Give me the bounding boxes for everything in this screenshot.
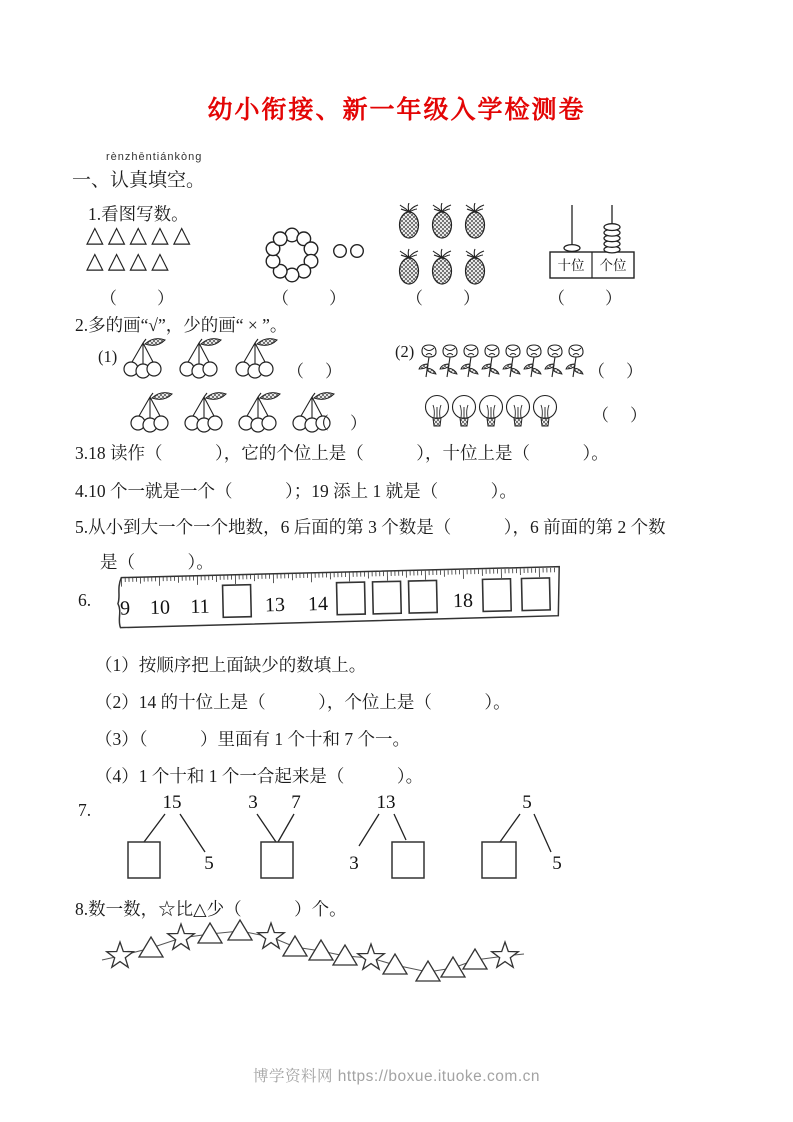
q2-part2-blank: （ ） [588, 362, 645, 381]
ruler-number: 14 [307, 592, 329, 616]
abacus-bead [564, 245, 580, 252]
cherry-bunch-icon [131, 393, 172, 432]
bond-value: 3 [349, 853, 359, 874]
q2-part1-blank: （ ） [312, 414, 369, 433]
missing-number-box [223, 585, 252, 618]
rose-icon [419, 345, 436, 377]
q6-sub4: （4）1 个十和 1 个一合起来是（ ）。 [95, 766, 424, 786]
q2-part1-blank: （ ） [287, 362, 344, 381]
ruler-number: 18 [452, 589, 474, 613]
bulb-icon [480, 396, 503, 427]
q3-text: 3.18 读作（ ），它的个位上是（ ），十位上是（ ）。 [75, 443, 609, 463]
q2-part1-tag: (1) [98, 347, 118, 366]
bulb-icon [534, 396, 557, 427]
rose-icon [461, 345, 478, 377]
bulb-icon [453, 396, 476, 427]
bulb-icon [507, 396, 530, 427]
rose-icon [545, 345, 562, 377]
q6-sub1: （1）按顺序把上面缺少的数填上。 [95, 655, 367, 675]
number-bonds-figure [110, 790, 580, 890]
star-triangle-chain [88, 918, 538, 990]
bond-3 [349, 792, 424, 878]
pineapple-icon [433, 249, 452, 284]
q4-text: 4.10 个一就是一个（ ）；19 添上 1 就是（ ）。 [75, 481, 517, 501]
q2-part2-tag: (2) [395, 342, 415, 361]
pineapple-icon [400, 249, 419, 284]
q1-answer-blank: （ ） [548, 289, 624, 308]
q6-sub3: （3）（ ）里面有 1 个十和 7 个一。 [95, 729, 410, 749]
cherry-bunch-icon [124, 339, 165, 378]
star-icon [358, 944, 385, 969]
bond-answer-box [128, 842, 160, 878]
missing-number-box [521, 578, 550, 611]
circle-icon [351, 245, 364, 258]
ruler-number: 11 [190, 595, 210, 619]
bond-answer-box [261, 842, 293, 878]
cherry-bunch-icon [236, 339, 277, 378]
bond-value: 5 [204, 853, 214, 874]
section-pinyin: rènzhēntiánkòng [106, 151, 203, 163]
cherries-row-1 [120, 337, 292, 387]
q5-text-line1: 5.从小到大一个一个地数，6 后面的第 3 个数是（ ），6 前面的第 2 个数 [75, 517, 666, 537]
tens-label: 十位 [557, 258, 585, 273]
bulb-icon [426, 396, 449, 427]
triangle-icon: △ [151, 222, 169, 247]
q5-text-line2: 是（ ）。 [100, 552, 214, 572]
q6-number: 6. [78, 590, 92, 610]
triangle-icon: △ [172, 222, 191, 247]
circle-icon [273, 232, 287, 246]
triangle-icon: △ [107, 222, 126, 247]
rose-icon [440, 345, 457, 377]
circle-icon [266, 254, 280, 268]
bond-2 [248, 792, 301, 878]
triangle-icon [383, 954, 407, 974]
section-heading: 一、认真填空。 [72, 170, 206, 191]
triangle-icon: △ [129, 248, 148, 273]
triangle-icon [333, 945, 357, 965]
triangle-icon [441, 957, 465, 977]
q1-answer-blank: （ ） [406, 289, 482, 308]
q8-label: 8.数一数，☆比△少（ ）个。 [75, 899, 347, 919]
triangle-icon: △ [86, 248, 104, 273]
ruler-number: 13 [264, 593, 286, 617]
circles-figure [256, 224, 368, 286]
bond-1 [128, 792, 214, 878]
rose-icon [566, 345, 583, 377]
bond-value: 13 [376, 792, 396, 813]
bond-answer-box [482, 842, 516, 878]
circle-icon [304, 242, 318, 256]
triangle-icon: △ [86, 222, 104, 247]
q1-answer-blank: （ ） [272, 289, 348, 308]
pineapple-icon [400, 203, 419, 238]
triangle-icon: △ [129, 222, 148, 247]
ruler-number: 9 [119, 597, 131, 620]
q2-part2-blank: （ ） [592, 406, 649, 425]
bulbs-figure [424, 391, 564, 435]
cherry-bunch-icon [185, 393, 226, 432]
rose-icon [524, 345, 541, 377]
star-icon [168, 924, 195, 949]
q6-sub2: （2）14 的十位上是（ ），个位上是（ ）。 [95, 692, 511, 712]
missing-number-box [482, 579, 511, 612]
pineapples-figure [396, 203, 500, 295]
star-icon [107, 942, 134, 967]
bond-value: 7 [291, 792, 301, 813]
pineapple-icon [466, 203, 485, 238]
q7-number: 7. [78, 800, 92, 820]
rose-icon [503, 345, 520, 377]
ruler-number: 10 [149, 596, 171, 619]
bond-value: 5 [522, 792, 532, 813]
circle-icon [334, 245, 347, 258]
triangle-icon [283, 936, 307, 956]
q1-answer-blank: （ ） [100, 289, 176, 308]
star-icon [258, 923, 285, 948]
star-icon [492, 942, 519, 967]
ones-label: 个位 [599, 258, 627, 273]
bond-answer-box [392, 842, 424, 878]
q1-label: 1.看图写数。 [88, 204, 189, 224]
triangle-icon [139, 937, 163, 957]
ruler-figure [107, 556, 584, 641]
missing-number-box [337, 582, 366, 615]
bond-4 [482, 792, 562, 878]
triangle-icon: △ [107, 248, 126, 273]
triangle-icon [228, 920, 252, 940]
q2-label: 2.多的画“√”，少的画“ × ”。 [75, 315, 288, 335]
missing-number-box [409, 580, 438, 613]
cherry-bunch-icon [180, 339, 221, 378]
abacus-bead [604, 224, 620, 231]
footer-watermark: 博学资料网 https://boxue.ituoke.com.cn [253, 1068, 540, 1085]
bond-value: 15 [162, 792, 182, 813]
rose-icon [482, 345, 499, 377]
triangle-icon: △ [151, 248, 169, 273]
cherry-bunch-icon [239, 393, 280, 432]
ruler-wrap [107, 556, 584, 646]
pineapple-icon [433, 203, 452, 238]
bond-value: 3 [248, 792, 258, 813]
page-title: 幼小衔接、新一年级入学检测卷 [207, 97, 586, 124]
bond-value: 5 [552, 853, 562, 874]
roses-figure [418, 341, 592, 387]
missing-number-box [373, 581, 402, 614]
pineapple-icon [466, 249, 485, 284]
abacus-figure [542, 200, 642, 286]
triangles-figure [86, 222, 195, 274]
